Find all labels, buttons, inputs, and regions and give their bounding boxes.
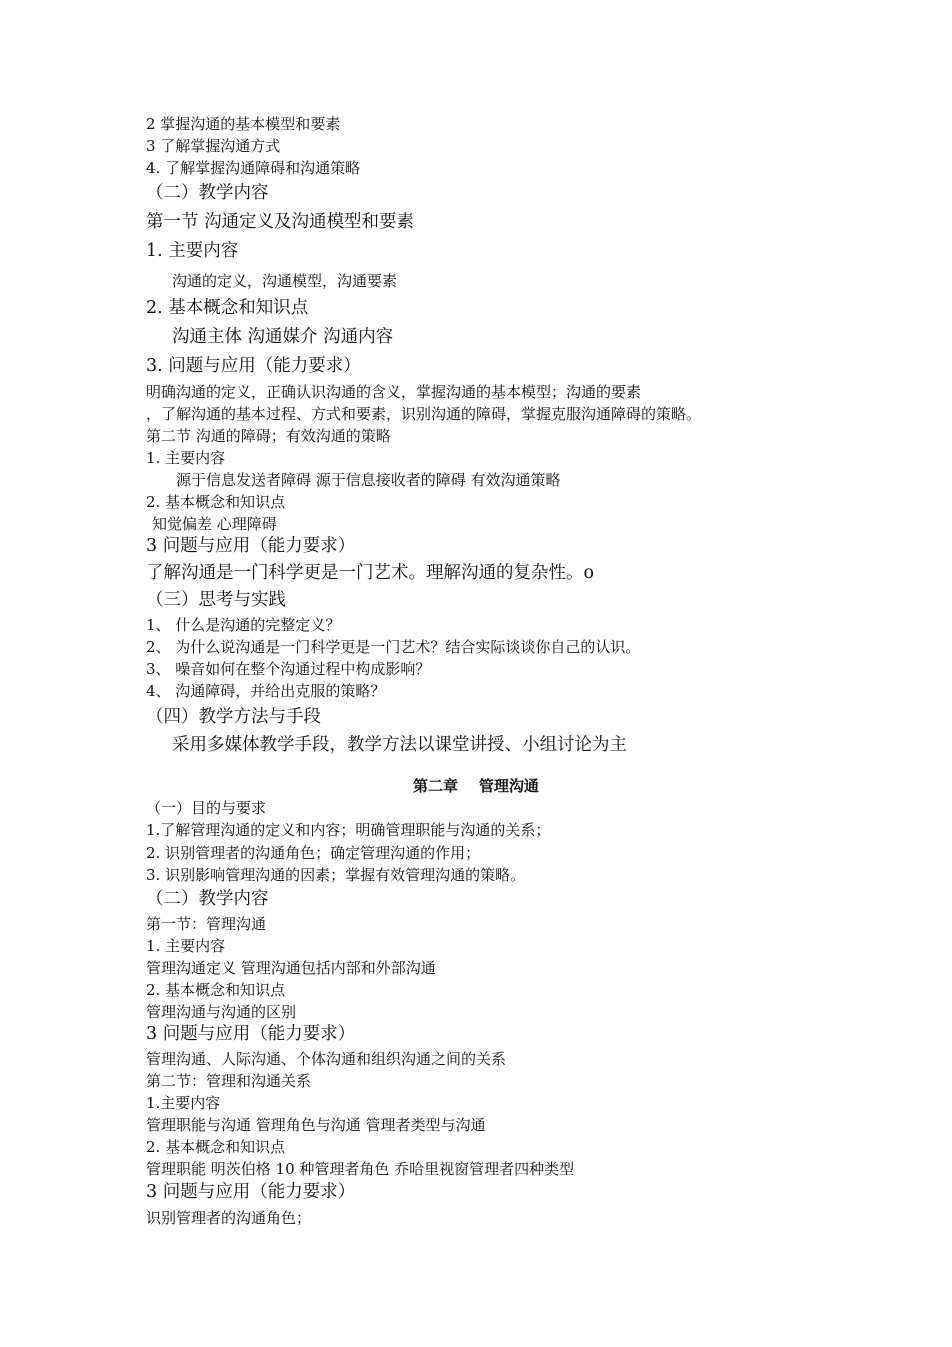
text-line: 3 了解掌握沟通方式 [146,137,281,155]
text-line: 4. 了解掌握沟通障碍和沟通策略 [146,159,361,177]
item-heading: 3 问题与应用（能力要求） [146,536,356,556]
chapter-title: 第二章 管理沟通 [413,777,539,795]
text-line: 源于信息发送者障碍 源于信息接收者的障碍 有效沟通策略 [176,471,561,489]
section-heading: （四）教学方法与手段 [146,707,321,727]
text-line: 管理沟通、人际沟通、个体沟通和组织沟通之间的关系 [146,1050,507,1068]
item-heading: 2. 基本概念和知识点 [146,1138,286,1156]
subsection-heading: 第一节 沟通定义及沟通模型和要素 [146,212,415,232]
section-heading: （二）教学内容 [146,889,269,909]
text-line: 1.了解管理沟通的定义和内容；明确管理职能与沟通的关系； [146,821,551,839]
question-item: 2、 为什么说沟通是一门科学更是一门艺术？结合实际谈谈你自己的认识。 [146,638,641,656]
section-heading: （一）目的与要求 [146,799,267,817]
text-line: 管理沟通与沟通的区别 [146,1003,297,1021]
section-heading: （三）思考与实践 [146,590,286,610]
item-heading: 1. 主要内容 [146,937,226,955]
text-line: 了解沟通是一门科学更是一门艺术。理解沟通的复杂性。o [146,563,595,583]
subsection-heading: 第二节：管理和沟通关系 [146,1072,312,1090]
text-line: 2 掌握沟通的基本模型和要素 [146,115,341,133]
text-line: 管理沟通定义 管理沟通包括内部和外部沟通 [146,959,436,977]
item-heading: 1. 主要内容 [146,241,239,261]
text-line: 识别管理者的沟通角色； [146,1209,312,1227]
text-line: 知觉偏差 心理障碍 [152,515,277,533]
item-heading: 2. 基本概念和知识点 [146,298,309,318]
item-heading: 2. 基本概念和知识点 [146,493,286,511]
item-heading: 3. 问题与应用（能力要求） [146,356,361,376]
section-heading: （二）教学内容 [146,183,269,203]
question-item: 1、 什么是沟通的完整定义？ [146,616,341,634]
text-line: 采用多媒体教学手段，教学方法以课堂讲授、小组讨论为主 [172,735,627,755]
item-heading: 2. 基本概念和知识点 [146,981,286,999]
text-line: ，了解沟通的基本过程、方式和要素，识别沟通的障碍，掌握克服沟通障碍的策略。 [146,405,702,423]
text-line: 管理职能 明茨伯格 10 种管理者角色 乔哈里视窗管理者四种类型 [146,1160,575,1178]
text-line: 管理职能与沟通 管理角色与沟通 管理者类型与沟通 [146,1116,486,1134]
item-heading: 3 问题与应用（能力要求） [146,1024,356,1044]
item-heading: 1. 主要内容 [146,449,226,467]
text-line: 沟通的定义，沟通模型，沟通要素 [172,272,398,290]
subsection-heading: 第一节：管理沟通 [146,915,267,933]
item-heading: 3 问题与应用（能力要求） [146,1182,356,1202]
item-heading: 1.主要内容 [146,1094,221,1112]
text-line: 2. 识别管理者的沟通角色；确定管理沟通的作用； [146,844,481,862]
text-line: 3. 识别影响管理沟通的因素；掌握有效管理沟通的策略。 [146,866,526,884]
text-line: 沟通主体 沟通媒介 沟通内容 [172,327,394,347]
question-item: 3、 噪音如何在整个沟通过程中构成影响？ [146,660,431,678]
question-item: 4、 沟通障碍，并给出克服的策略？ [146,682,386,700]
text-line: 明确沟通的定义，正确认识沟通的含义，掌握沟通的基本模型；沟通的要素 [146,383,642,401]
subsection-heading: 第二节 沟通的障碍；有效沟通的策略 [146,427,391,445]
